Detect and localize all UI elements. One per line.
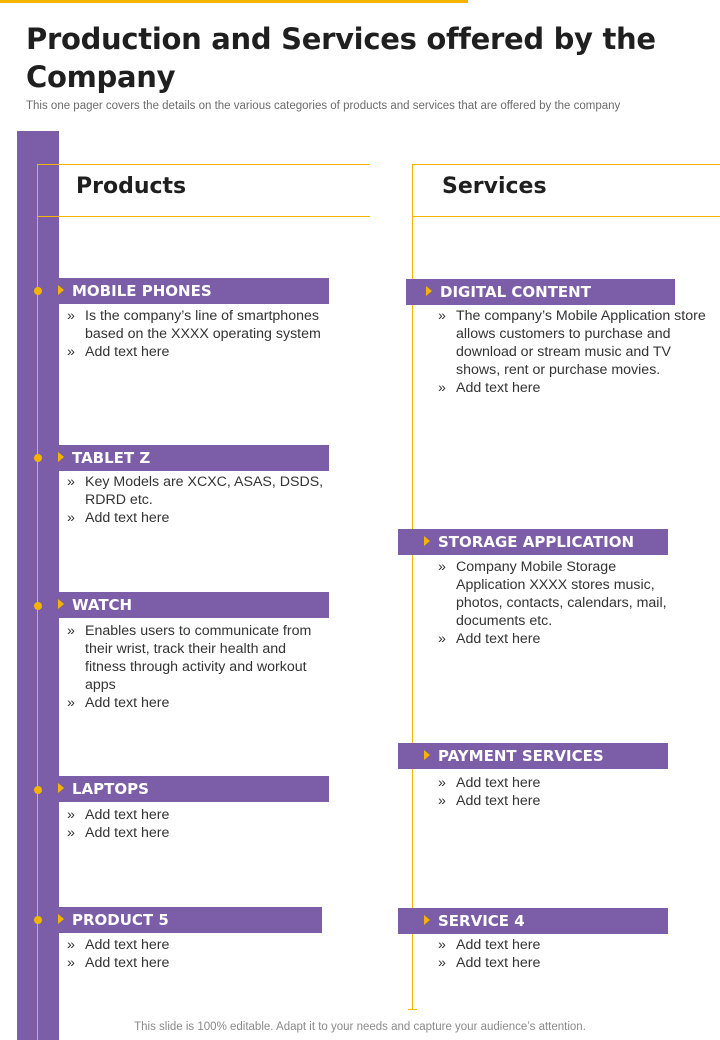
products-heading: Products (76, 174, 187, 199)
service-bullets (438, 774, 678, 810)
bullet-item: » Add text here (438, 936, 678, 954)
bullet-item: » Key Models are XCXC, ASAS, DSDS, RDRD etc. (67, 473, 327, 509)
product-bullets (67, 936, 327, 972)
service-bar-payment-services (398, 743, 668, 769)
products-header-top-rule (37, 164, 370, 165)
timeline-dot (34, 454, 42, 462)
service-name: STORAGE APPLICATION (438, 533, 635, 551)
page-title: Production and Services offered by the Company (26, 22, 656, 94)
bullet-item: » Add text here (67, 343, 327, 361)
page-subtitle: This one pager covers the details on the various categories of products and services that are offered by the company (26, 100, 621, 112)
bullet-item: » Add text here (67, 824, 327, 842)
timeline-dot (34, 602, 42, 610)
bullet-item: » Add text here (67, 954, 327, 972)
timeline-dot (34, 287, 42, 295)
service-bullets (438, 558, 678, 648)
product-name: LAPTOPS (72, 780, 149, 798)
bullet-item: » Add text here (67, 694, 329, 712)
bullet-item: » Add text here (67, 936, 327, 954)
bullet-item: » Add text here (438, 630, 678, 648)
bullet-item: » Add text here (67, 509, 327, 527)
services-heading: Services (442, 174, 547, 199)
product-bar-tablet-z (49, 445, 329, 471)
product-bullets (67, 622, 329, 712)
bullet-item: » Enables users to communicate from their wrist, track their health and fitness through activity and workout apps (67, 622, 329, 694)
sidebar-band (17, 131, 59, 1040)
product-bullets (67, 806, 327, 842)
service-bullets (438, 936, 678, 972)
bullet-item: » The company’s Mobile Application store allows customers to purchase and download or stream music and TV shows, rent or purchase movies. (438, 307, 706, 379)
bullet-item: » Add text here (438, 774, 678, 792)
bullet-item: » Is the company’s line of smartphones based on the XXXX operating system (67, 307, 327, 343)
footer-note: This slide is 100% editable. Adapt it to your needs and capture your audience’s attention. (134, 1021, 586, 1033)
bullet-item: » Add text here (438, 792, 678, 810)
product-bullets (67, 307, 327, 361)
timeline-dot (34, 786, 42, 794)
product-bar-laptops (49, 776, 329, 802)
product-bar-mobile-phones (49, 278, 329, 304)
arrow-icon (58, 599, 64, 609)
product-name: MOBILE PHONES (72, 282, 212, 300)
product-name: WATCH (72, 596, 133, 614)
product-bar-watch (49, 592, 329, 618)
bullet-item: » Company Mobile Storage Application XXXX stores music, photos, contacts, calendars, mail, documents etc. (438, 558, 678, 630)
service-bar-service-4 (398, 908, 668, 934)
services-header-top-rule (412, 164, 720, 165)
services-header-bottom-rule (412, 216, 720, 217)
arrow-icon (58, 783, 64, 793)
products-header-bottom-rule (37, 216, 370, 217)
product-name: TABLET Z (72, 449, 151, 467)
services-timeline-end (408, 1009, 417, 1010)
arrow-icon (424, 536, 430, 546)
bullet-item: » Add text here (438, 954, 678, 972)
arrow-icon (58, 285, 64, 295)
product-bar-product-5 (49, 907, 322, 933)
arrow-icon (424, 915, 430, 925)
arrow-icon (426, 286, 432, 296)
timeline-dot (34, 916, 42, 924)
service-bullets (438, 307, 706, 397)
service-bar-storage-application (398, 529, 668, 555)
arrow-icon (58, 452, 64, 462)
service-name: DIGITAL CONTENT (440, 283, 591, 301)
bullet-item: » Add text here (67, 806, 327, 824)
bullet-item: » Add text here (438, 379, 706, 397)
product-name: PRODUCT 5 (72, 911, 169, 929)
arrow-icon (58, 914, 64, 924)
service-name: SERVICE 4 (438, 912, 525, 930)
service-bar-digital-content (406, 279, 675, 305)
arrow-icon (424, 750, 430, 760)
product-bullets (67, 473, 327, 527)
service-name: PAYMENT SERVICES (438, 747, 604, 765)
top-accent-line (0, 0, 468, 3)
